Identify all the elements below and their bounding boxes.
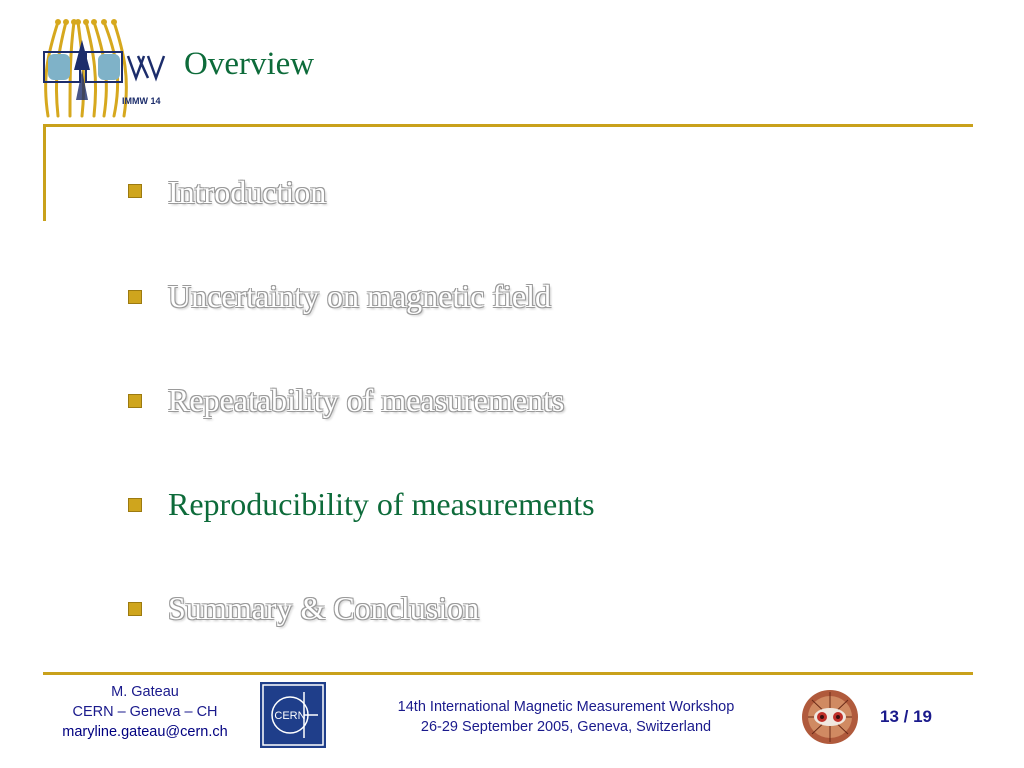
author-name: M. Gateau <box>111 684 179 700</box>
workshop-date-location: 26-29 September 2005, Geneva, Switzerland <box>420 719 712 735</box>
page-total: 19 <box>913 707 933 726</box>
agenda-item-label: Repeatability of measurements <box>168 382 565 418</box>
agenda-item-label: Introduction <box>168 174 327 210</box>
author-block <box>40 682 250 742</box>
page-separator: / <box>898 707 914 726</box>
slide-title: Overview <box>184 46 315 82</box>
bullet-square-icon <box>128 394 142 408</box>
bullet-square-icon <box>128 498 142 512</box>
cern-logo <box>260 682 326 748</box>
bullet-square-icon <box>128 184 142 198</box>
bullet-square-icon <box>128 290 142 304</box>
left-accent-rule <box>43 124 46 221</box>
page-number <box>880 707 932 727</box>
workshop-name: 14th International Magnetic Measurement Workshop <box>397 699 735 715</box>
bottom-rule <box>43 672 973 675</box>
agenda-item-label: Summary & Conclusion <box>168 590 480 626</box>
immw14-logo <box>40 18 170 120</box>
author-affiliation: CERN – Geneva – CH <box>72 704 218 720</box>
page-current: 13 <box>880 707 899 726</box>
top-rule <box>43 124 973 127</box>
bullet-square-icon <box>128 602 142 616</box>
agenda-item-label: Reproducibility of measurements <box>168 486 595 522</box>
author-email: maryline.gateau@cern.ch <box>62 724 228 740</box>
magnet-cross-section-image <box>800 688 860 746</box>
logo-text: IMMW 14 <box>122 96 161 106</box>
cern-logo-text: CERN <box>274 710 306 722</box>
agenda-item-label: Uncertainty on magnetic field <box>168 278 551 314</box>
workshop-info <box>352 697 780 737</box>
